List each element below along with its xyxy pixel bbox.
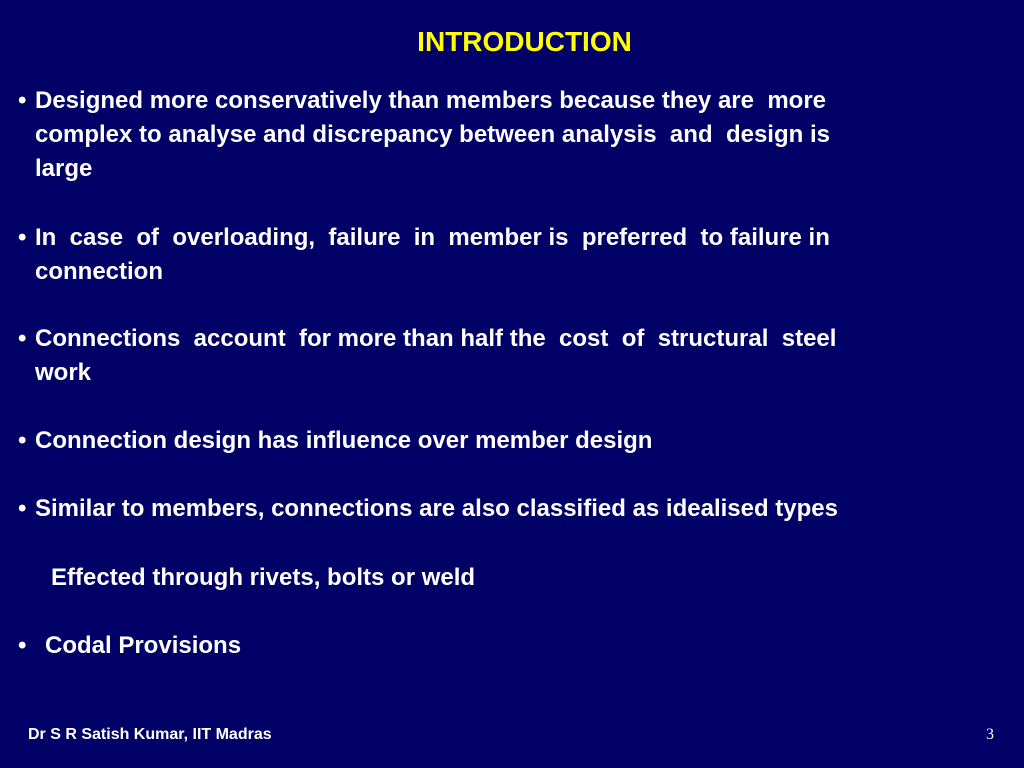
bullet-text-line: Codal Provisions [45,632,242,659]
bullet-marker: • [18,632,27,659]
bullet-text-line: Connections account for more than half the cost of structural steel [35,325,837,352]
sub-item-text: Effected through rivets, bolts or weld [51,564,476,591]
bullet-text-line: In case of overloading, failure in member is preferred to failure in [35,224,830,251]
bullet-marker: • [18,87,27,114]
bullet-text-line: Connection design has influence over member design [35,427,653,454]
bullet-marker: • [18,495,27,522]
slide-title: INTRODUCTION [417,26,632,57]
bullet-marker: • [18,224,27,251]
bullet-text-line: Similar to members, connections are also classified as idealised types [35,495,839,522]
bullet-text-line: large [35,155,93,182]
bullet-text-line: complex to analyse and discrepancy between analysis and design is [35,121,830,148]
bullet-text-line: work [35,359,92,386]
footer-author: Dr S R Satish Kumar, IIT Madras [28,726,272,743]
bullet-text-line: connection [35,258,164,285]
page-number: 3 [986,726,994,743]
bullet-marker: • [18,325,27,352]
bullet-text-line: Designed more conservatively than members because they are more [35,87,827,114]
bullet-marker: • [18,427,27,454]
